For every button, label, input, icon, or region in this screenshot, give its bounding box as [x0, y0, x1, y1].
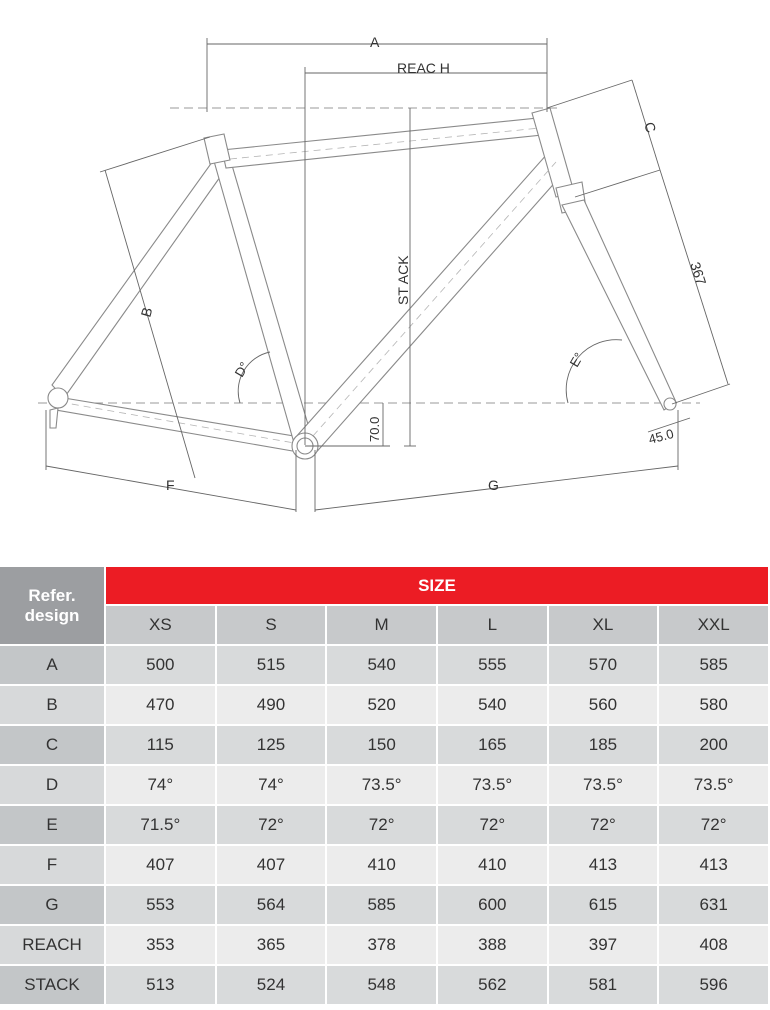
table-cell: 407 — [216, 845, 327, 885]
table-row — [0, 685, 769, 725]
table-row — [0, 885, 769, 925]
table-cell: 73.5° — [548, 765, 659, 805]
table-cell: 470 — [105, 685, 216, 725]
table-row — [0, 645, 769, 685]
row-label: E — [0, 805, 105, 845]
table-cell: 115 — [105, 725, 216, 765]
seat-collar — [204, 134, 230, 164]
row-label: REACH — [0, 925, 105, 965]
table-cell: 410 — [437, 845, 548, 885]
label-e-angle: E° — [566, 349, 587, 370]
label-c: C — [641, 119, 660, 135]
table-cell: 125 — [216, 725, 327, 765]
table-cell: 413 — [548, 845, 659, 885]
size-label: XS — [105, 605, 216, 645]
table-cell: 353 — [105, 925, 216, 965]
table-cell: 513 — [105, 965, 216, 1005]
top-tube — [222, 118, 542, 168]
table-cell: 615 — [548, 885, 659, 925]
table-cell: 397 — [548, 925, 659, 965]
table-row — [0, 765, 769, 805]
front-dropout — [664, 398, 676, 410]
size-label: XL — [548, 605, 659, 645]
table-cell: 580 — [658, 685, 769, 725]
size-header: SIZE — [105, 567, 769, 605]
label-d-angle: D° — [231, 359, 252, 380]
table-cell: 165 — [437, 725, 548, 765]
label-b: B — [137, 305, 156, 319]
ref-header-line2: design — [24, 605, 80, 625]
rear-dropout — [48, 388, 68, 408]
row-label: B — [0, 685, 105, 725]
table-cell: 581 — [548, 965, 659, 1005]
size-row — [0, 605, 769, 645]
table-cell: 71.5° — [105, 805, 216, 845]
row-label: D — [0, 765, 105, 805]
row-label: C — [0, 725, 105, 765]
chain-stay — [56, 397, 304, 453]
table-cell: 413 — [658, 845, 769, 885]
ref-design-header — [0, 567, 105, 645]
size-label: L — [437, 605, 548, 645]
geometry-table — [0, 567, 770, 1006]
table-cell: 555 — [437, 645, 548, 685]
ref-header-line1: Refer. — [28, 585, 76, 605]
table-cell: 500 — [105, 645, 216, 685]
table-cell: 185 — [548, 725, 659, 765]
table-cell: 540 — [437, 685, 548, 725]
table-cell: 407 — [105, 845, 216, 885]
table-cell: 72° — [216, 805, 327, 845]
table-cell: 631 — [658, 885, 769, 925]
table-cell: 562 — [437, 965, 548, 1005]
row-label: STACK — [0, 965, 105, 1005]
label-f: F — [166, 477, 175, 493]
label-reach: REAC H — [397, 60, 450, 76]
table-cell: 74° — [216, 765, 327, 805]
table-body — [0, 645, 769, 1005]
table-cell: 520 — [326, 685, 437, 725]
table-cell: 560 — [548, 685, 659, 725]
table-cell: 596 — [658, 965, 769, 1005]
table-cell: 408 — [658, 925, 769, 965]
row-label: A — [0, 645, 105, 685]
row-label: F — [0, 845, 105, 885]
table-cell: 548 — [326, 965, 437, 1005]
table-cell: 553 — [105, 885, 216, 925]
label-fork-length: 367 — [687, 259, 710, 288]
table-cell: 540 — [326, 645, 437, 685]
table-cell: 73.5° — [437, 765, 548, 805]
fork — [562, 200, 676, 410]
table-cell: 410 — [326, 845, 437, 885]
table-row — [0, 845, 769, 885]
table-cell: 515 — [216, 645, 327, 685]
row-label: G — [0, 885, 105, 925]
table-cell: 150 — [326, 725, 437, 765]
label-a: A — [370, 34, 380, 50]
table-cell: 73.5° — [658, 765, 769, 805]
size-label: M — [326, 605, 437, 645]
table-cell: 378 — [326, 925, 437, 965]
table-row — [0, 725, 769, 765]
table-cell: 600 — [437, 885, 548, 925]
label-bb-drop: 70.0 — [367, 416, 382, 442]
table-cell: 585 — [658, 645, 769, 685]
table-cell: 564 — [216, 885, 327, 925]
size-label: S — [216, 605, 327, 645]
size-label: XXL — [658, 605, 769, 645]
table-cell: 200 — [658, 725, 769, 765]
label-fork-offset: 45.0 — [646, 425, 676, 447]
table-cell: 524 — [216, 965, 327, 1005]
table-cell: 570 — [548, 645, 659, 685]
table-row — [0, 805, 769, 845]
table-cell: 72° — [326, 805, 437, 845]
table-cell: 72° — [658, 805, 769, 845]
seat-stay — [52, 158, 225, 398]
table-cell: 72° — [437, 805, 548, 845]
table-cell: 73.5° — [326, 765, 437, 805]
table-cell: 585 — [326, 885, 437, 925]
label-g: G — [488, 477, 499, 493]
label-stack: ST ACK — [395, 255, 411, 305]
table-cell: 490 — [216, 685, 327, 725]
table-row — [0, 965, 769, 1005]
down-tube — [295, 153, 566, 456]
table-row — [0, 925, 769, 965]
bike-frame — [48, 108, 676, 459]
table-cell: 72° — [548, 805, 659, 845]
table-cell: 365 — [216, 925, 327, 965]
table-cell: 388 — [437, 925, 548, 965]
table-cell: 74° — [105, 765, 216, 805]
